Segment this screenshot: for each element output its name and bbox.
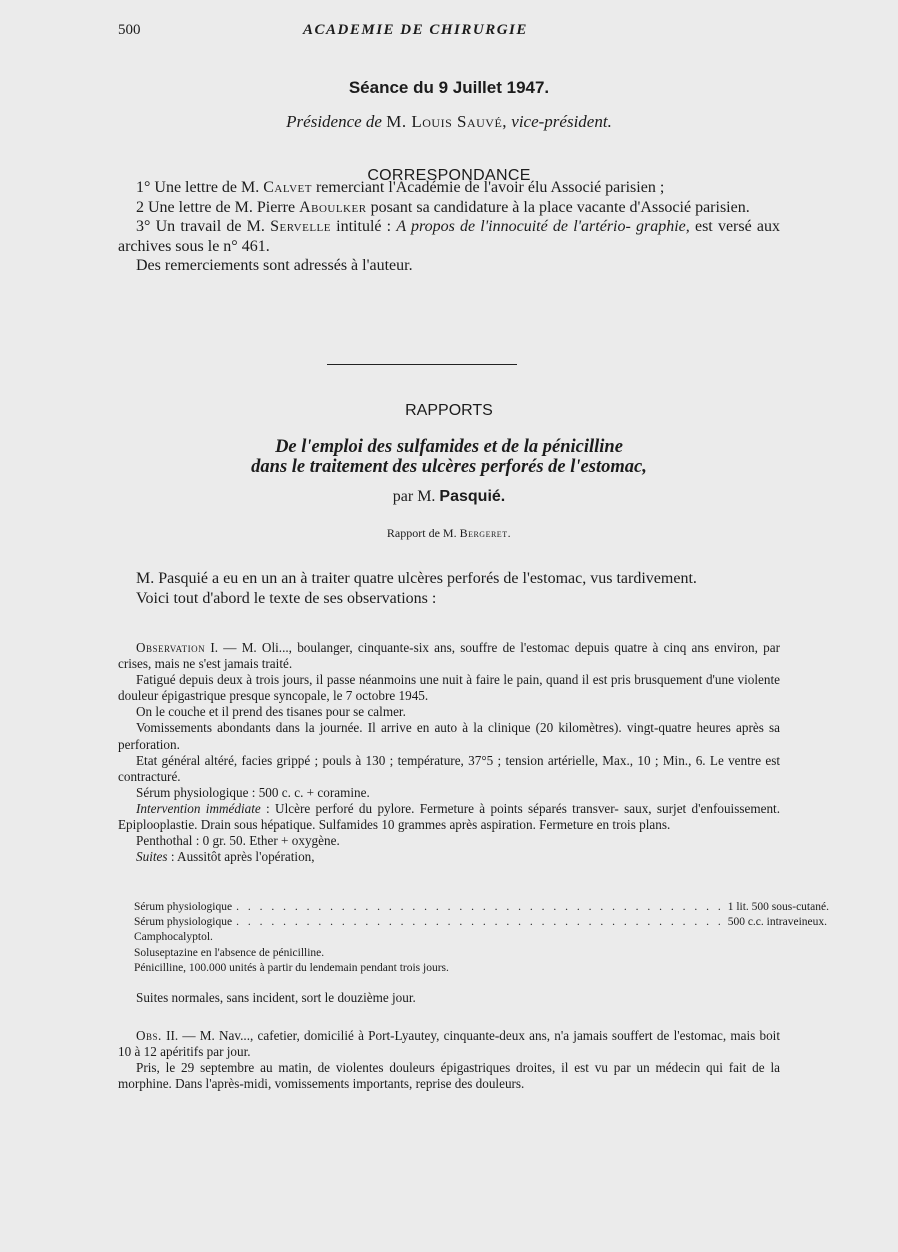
correspondance-item-3: 3° Un travail de M. Servelle intitulé : A propos de l'innocuité de l'artério- graphie, est versé aux archives sous le n° 461. — [118, 218, 780, 255]
correspondance-list — [118, 178, 780, 276]
treatment-extra-2: Soluseptazine en l'absence de pénicilline. — [134, 946, 325, 959]
section-divider — [327, 364, 517, 365]
obs1-paragraph-8: Penthothal : 0 gr. 50. Ether + oxygène. — [136, 833, 340, 849]
correspondance-heading: CORRESPONDANCE — [367, 167, 531, 184]
rapports-heading: RAPPORTS — [405, 402, 493, 419]
obs1-paragraph-7: Intervention immédiate : Ulcère perforé du pylore. Fermeture à points séparés transver- saux, surjet d'enfouissement. Epiplooplastie. Drain sous hépatique. Sulfamides 10 grammes après aspiration. Fermeture en trois plans. — [118, 800, 780, 833]
intro-paragraph-2: Voici tout d'abord le texte de ses observations : — [136, 589, 437, 607]
correspondance-thanks: Des remerciements sont adressés à l'auteur. — [136, 257, 413, 275]
obs1-paragraph-6: Sérum physiologique : 500 c. c. + coramine. — [136, 784, 370, 800]
rapporteur-name: Bergeret. — [459, 526, 512, 540]
treatment-row: Sérum physiologique . . . . . . . . . . . . . . . . . . . . . . . . . . . . . . . . . . . . . . . . . . 1 lit. 500 sous-cutané. — [134, 901, 829, 913]
president-role: vice-président. — [511, 112, 612, 131]
obs1-paragraph-4: Vomissements abondants dans la journée. Il arrive en auto à la clinique (20 kilomètres). vingt-quatre heures après sa perforation. — [118, 720, 780, 752]
president-name: M. Louis Sauvé, — [386, 112, 508, 131]
observation-2 — [118, 1028, 780, 1092]
author-name: Pasquié. — [439, 488, 506, 505]
observation-1 — [118, 640, 780, 865]
seance-title: Séance du 9 Juillet 1947. — [348, 78, 550, 97]
article-title-line-1: De l'emploi des sulfamides et de la pénicilline — [275, 437, 623, 457]
treatment-extra-3: Pénicilline, 100.000 unités à partir du lendemain pendant trois jours. — [134, 961, 449, 974]
obs1-paragraph-2: Fatigué depuis deux à trois jours, il passe néanmoins une nuit à faire le pain, quand il est pris brusquement d'une violente douleur épigastrique presque syncopale, le 7 octobre 1945. — [118, 672, 780, 704]
article-title-line-2: dans le traitement des ulcères perforés de l'estomac, — [251, 457, 647, 477]
treatment-extra-1: Camphocalyptol. — [134, 931, 213, 944]
rapport-by: Rapport de M. Bergeret. — [386, 526, 512, 540]
running-title: ACADEMIE DE CHIRURGIE — [303, 22, 528, 38]
correspondance-item-2: 2 Une lettre de M. Pierre Aboulker posant sa candidature à la place vacante d'Associé parisien. — [136, 198, 750, 216]
intro-paragraph-1: M. Pasquié a eu en un an à traiter quatre ulcères perforés de l'estomac, vus tardivement. — [136, 570, 697, 587]
obs1-paragraph-9: Suites : Aussitôt après l'opération, — [136, 849, 315, 865]
article-title — [118, 437, 780, 477]
obs1-paragraph-1: Observation I. — M. Oli..., boulanger, cinquante-six ans, souffre de l'estomac depuis quatre à cinq ans environ, par crises, mais ne s'est jamais traité. — [118, 640, 780, 672]
presidence-prefix: Présidence de — [286, 112, 382, 131]
page-header — [118, 22, 778, 42]
presidence-line — [118, 112, 780, 132]
article-author: par M. Pasquié. — [392, 488, 506, 505]
obs2-paragraph-2: Pris, le 29 septembre au matin, de violentes douleurs épigastriques droites, il est vu par un médecin qui fait de la morphine. Dans l'après-midi, vomissements importants, reprise des douleurs. — [118, 1060, 780, 1092]
obs1-paragraph-5: Etat général altéré, facies grippé ; pouls à 130 ; température, 37°5 ; tension artérielle, Max., 10 ; Min., 6. Le ventre est contracturé. — [118, 752, 780, 784]
correspondance-item-1: 1° Une lettre de M. Calvet remerciant l'Académie de l'avoir élu Associé parisien ; — [136, 179, 665, 196]
treatment-row: Sérum physiologique . . . . . . . . . . . . . . . . . . . . . . . . . . . . . . . . . . . . . . . . . . 500 c.c. intraveineux. — [134, 916, 828, 929]
intro-paragraphs — [118, 569, 780, 608]
obs2-paragraph-1: Obs. II. — M. Nav..., cafetier, domicilié à Port-Lyautey, cinquante-deux ans, n'a jamais souffert de l'estomac, mais boit 10 à 12 apéritifs par jour. — [118, 1028, 780, 1060]
page-number: 500 — [118, 22, 141, 38]
obs1-paragraph-3: On le couche et il prend des tisanes pour se calmer. — [136, 704, 406, 720]
obs1-outcome: Suites normales, sans incident, sort le douzième jour. — [136, 990, 416, 1005]
treatment-list — [134, 900, 829, 976]
